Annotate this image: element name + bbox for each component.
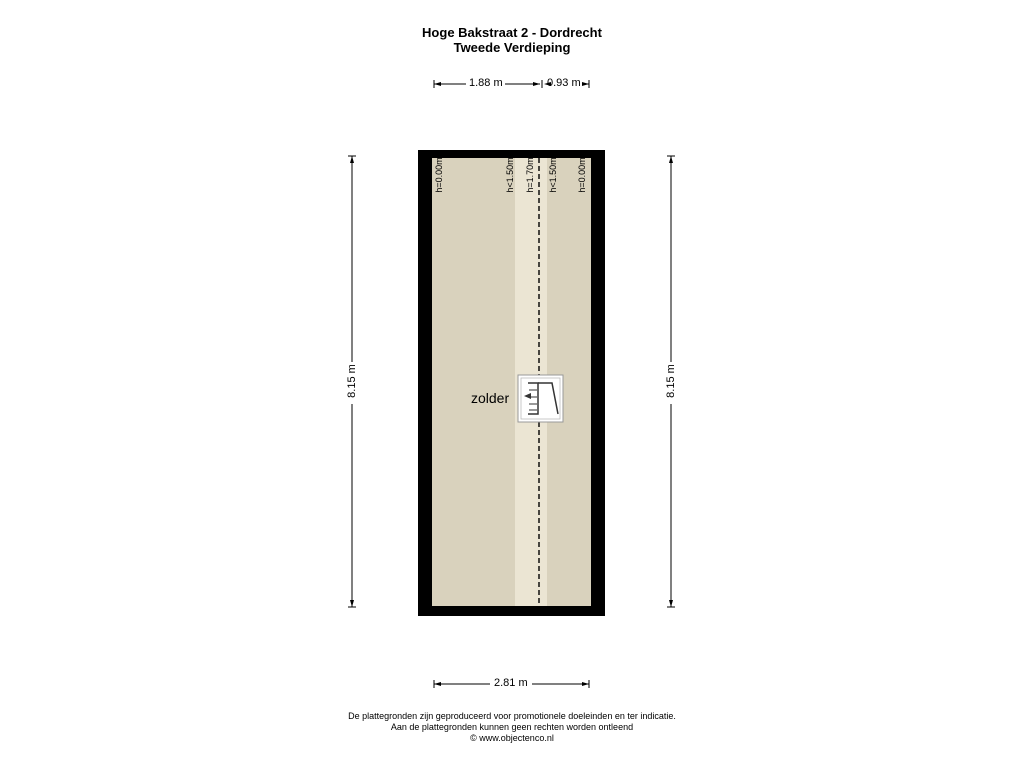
room-label: zolder: [471, 390, 510, 406]
plan-subtitle: Tweede Verdieping: [453, 40, 571, 55]
attic-floor: [432, 158, 591, 606]
stair-icon: [518, 375, 563, 422]
height-label-1: h=0.00m: [434, 157, 444, 193]
bottom-dimension: 2.81 m: [494, 677, 528, 689]
top-right-dimension: 0.93 m: [547, 77, 581, 89]
height-label-4: h<1.50m: [548, 157, 558, 193]
footer-copyright: © www.objectenco.nl: [470, 733, 554, 743]
footer-disclaimer-1: De plattegronden zijn geproduceerd voor promotionele doeleinden en ter indicatie.: [348, 711, 676, 721]
height-label-3: h=1.70m: [525, 157, 535, 193]
height-label-2: h<1.50m: [505, 157, 515, 193]
right-dimension: 8.15 m: [665, 364, 677, 398]
height-label-5: h=0.00m: [577, 157, 587, 193]
left-dimension: 8.15 m: [346, 364, 358, 398]
footer-disclaimer-2: Aan de plattegronden kunnen geen rechten worden ontleend: [390, 722, 634, 732]
plan-title: Hoge Bakstraat 2 - Dordrecht: [422, 25, 602, 40]
top-left-dimension: 1.88 m: [469, 77, 503, 89]
